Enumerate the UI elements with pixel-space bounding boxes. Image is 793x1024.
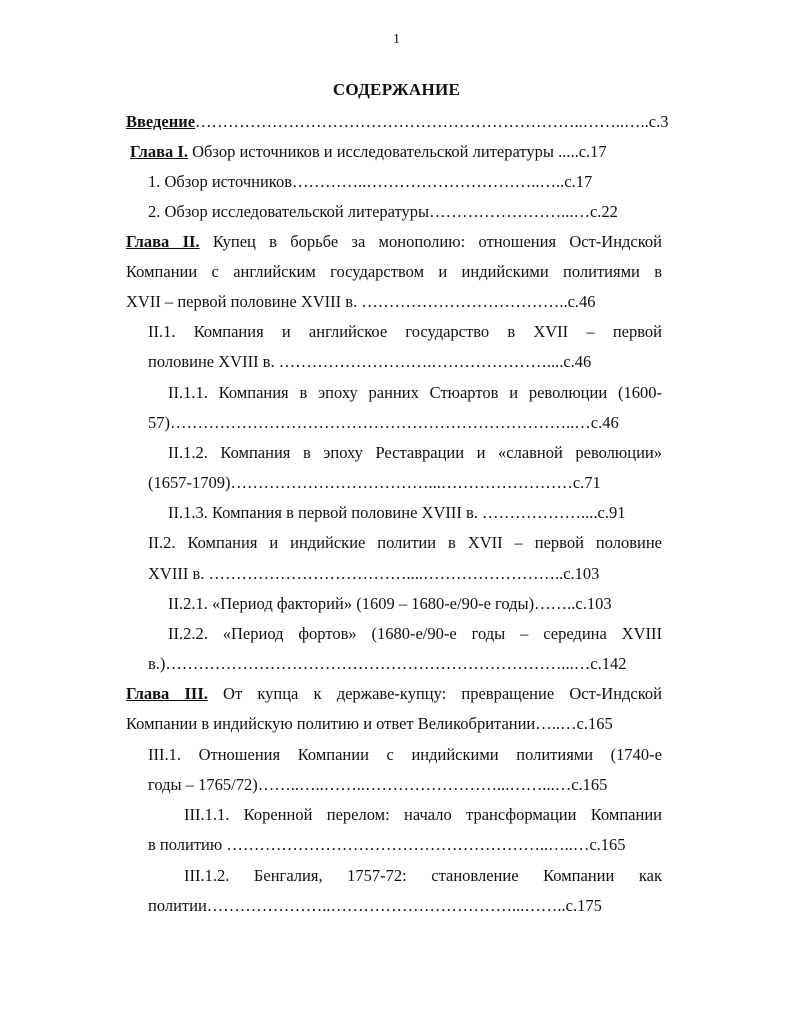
toc-chapter-3-label: Глава III. — [126, 684, 208, 703]
toc-chapter-2-line2: Компании с английским государством и индийскими политиями в — [126, 262, 662, 281]
toc-chapter-2-line1 — [126, 232, 662, 252]
toc-chapter-3-line2: Компании в индийскую политию и ответ Великобритании…..…с.165 — [126, 714, 613, 733]
toc-section-2-1-1-line2: 57)………………………………………………………………..…с.46 — [148, 413, 619, 432]
toc-chapter-1 — [130, 142, 607, 162]
toc-intro-leader: ……………………………………………………………..……..…..с.3 — [195, 112, 669, 131]
toc-section-2-1-2-line1: II.1.2. Компания в эпоху Реставрации и «славной революции» — [168, 443, 662, 462]
toc-section-2-1-line1: II.1. Компания и английское государство в XVII – первой — [148, 322, 662, 341]
toc-section-2-1-1-line1: II.1.1. Компания в эпоху ранних Стюартов и революции (1600- — [168, 383, 662, 402]
toc-section-3-1-2-line1: III.1.2. Бенгалия, 1757-72: становление Компании как — [184, 866, 662, 885]
toc-intro-label: Введение — [126, 112, 196, 131]
toc-section-3-1-1-line1: III.1.1. Коренной перелом: начало трансформации Компании — [184, 805, 662, 824]
toc-chapter-2-label: Глава II. — [126, 232, 200, 251]
toc-section-1: 1. Обзор источников…………..…………………………..…..с.17 — [148, 172, 593, 191]
toc-section-3-1-line2: годы – 1765/72)……..…..……..……………………...……...…с.165 — [148, 775, 608, 794]
toc-intro — [126, 112, 669, 132]
toc-section-3-1-line1: III.1. Отношения Компании с индийскими политиями (1740-е — [148, 745, 662, 764]
toc-section-2-2-1: II.2.1. «Период факторий» (1609 – 1680-е/90-е годы)……..с.103 — [168, 594, 612, 613]
toc-section-3-1-1-line2: в политию …………………………………………………..…..…с.165 — [148, 835, 626, 854]
toc-section-2-1-3: II.1.3. Компания в первой половине XVIII в. ………………....с.91 — [168, 503, 626, 522]
toc-section-2: 2. Обзор исследовательской литературы……………………...…с.22 — [148, 202, 618, 221]
toc-chapter-2-text: Купец в борьбе за монополию: отношения Ост-Индской — [212, 232, 662, 251]
toc-section-2-2-2-line2: в.)………………………………………………………………...…с.142 — [148, 654, 627, 673]
toc-chapter-3-line1 — [126, 684, 662, 704]
toc-section-2-2-line2: XVIII в. ………………………………....……………………..с.103 — [148, 564, 600, 583]
page-title: СОДЕРЖАНИЕ — [332, 80, 461, 99]
toc-section-2-1-2-line2: (1657-1709)………………………………...……………………с.71 — [148, 473, 601, 492]
toc-chapter-1-text: Обзор источников и исследовательской литературы .....с.17 — [192, 142, 607, 161]
toc-chapter-2-line3: XVII – первой половине XVIII в. ………………………………..с.46 — [126, 292, 596, 311]
toc-chapter-1-label: Глава I. — [130, 142, 188, 161]
toc-chapter-3-text: От купца к державе-купцу: превращение Ост-Индской — [223, 684, 663, 703]
toc-section-2-2-line1: II.2. Компания и индийские политии в XVII – первой половине — [148, 533, 662, 552]
toc-section-2-2-2-line1: II.2.2. «Период фортов» (1680-е/90-е годы – середина XVIII — [168, 624, 662, 643]
page-number: 1 — [393, 32, 400, 47]
toc-section-2-1-line2: половине XVIII в. ……………………….…………………....с.46 — [148, 352, 592, 371]
toc-section-3-1-2-line2: политии…………………..……………………………...……..с.175 — [148, 896, 602, 915]
